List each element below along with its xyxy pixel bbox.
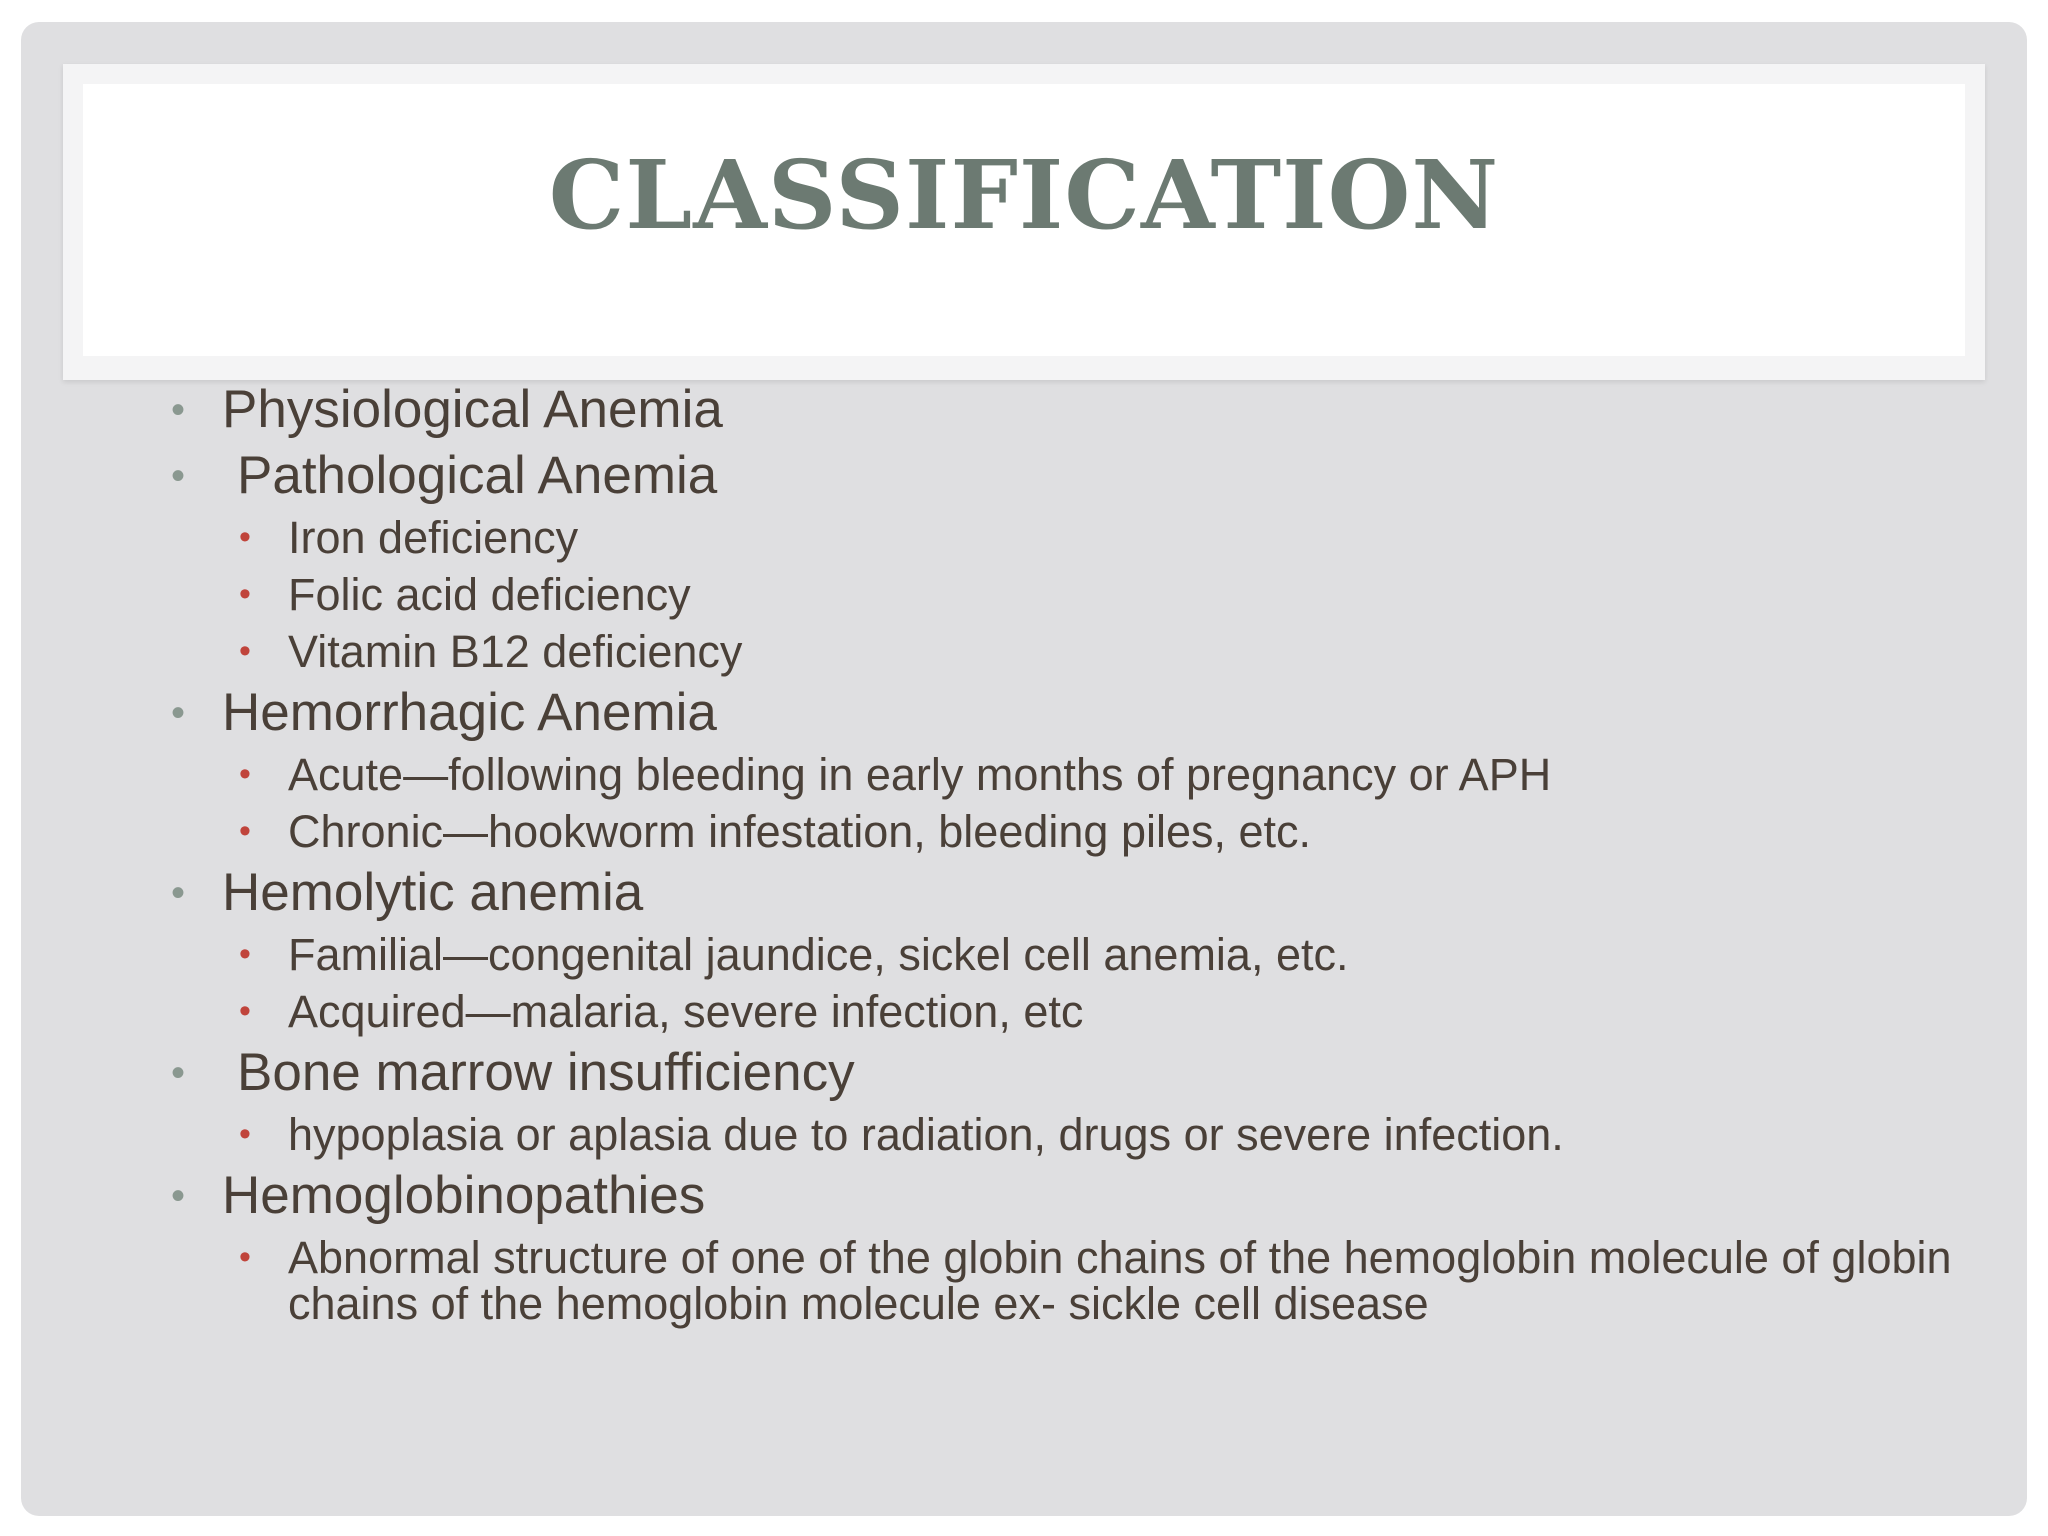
bullet-list xyxy=(147,377,1987,1332)
slide-title: CLASSIFICATION xyxy=(548,139,1500,251)
bullet-icon: • xyxy=(239,812,251,850)
slide xyxy=(21,22,2027,1516)
sub-list-item xyxy=(147,566,1987,623)
list-item-label: Bone marrow insufficiency xyxy=(237,1043,855,1102)
bullet-icon: • xyxy=(171,871,186,915)
list-item xyxy=(147,680,1987,746)
sub-list-item xyxy=(147,1229,2027,1332)
bullet-icon: • xyxy=(239,755,251,793)
bullet-icon: • xyxy=(239,1238,251,1276)
sub-list-item xyxy=(147,1106,1987,1163)
sub-list-item-label: Folic acid deficiency xyxy=(288,569,691,620)
sub-list-item-label: Vitamin B12 deficiency xyxy=(288,626,743,677)
sub-list-item-label: Abnormal structure of one of the globin chains of the hemoglobin molecule of globin chains of the hemoglobin molecule ex- sickle cell disease xyxy=(288,1232,1952,1329)
bullet-icon: • xyxy=(239,935,251,973)
bullet-icon: • xyxy=(239,992,251,1030)
sub-list-item-label: Acute—following bleeding in early months of pregnancy or APH xyxy=(288,749,1552,800)
list-item-label: Physiological Anemia xyxy=(222,380,723,439)
list-item-label: Pathological Anemia xyxy=(237,446,718,505)
sub-list-item xyxy=(147,746,1987,803)
bullet-icon: • xyxy=(239,518,251,556)
list-item xyxy=(147,1040,1987,1106)
sub-list-item-label: Chronic—hookworm infestation, bleeding piles, etc. xyxy=(288,806,1312,857)
list-item xyxy=(147,377,1987,443)
title-box xyxy=(83,84,1965,356)
bullet-icon: • xyxy=(171,691,186,735)
list-item-label: Hemoglobinopathies xyxy=(222,1166,706,1225)
sub-list-item xyxy=(147,623,1987,680)
bullet-icon: • xyxy=(171,1174,186,1218)
sub-list-item-label: Acquired—malaria, severe infection, etc xyxy=(288,986,1084,1037)
bullet-icon: • xyxy=(171,454,186,498)
title-frame xyxy=(63,64,1985,380)
sub-list-item-label: hypoplasia or aplasia due to radiation, drugs or severe infection. xyxy=(288,1109,1564,1160)
sub-list-item xyxy=(147,803,1987,860)
sub-list-item xyxy=(147,926,1987,983)
bullet-icon: • xyxy=(239,575,251,613)
list-item xyxy=(147,443,1987,509)
list-item-label: Hemorrhagic Anemia xyxy=(222,683,717,742)
bullet-icon: • xyxy=(239,632,251,670)
sub-list-item-label: Familial—congenital jaundice, sickel cell anemia, etc. xyxy=(288,929,1349,980)
bullet-icon: • xyxy=(239,1115,251,1153)
bullet-icon: • xyxy=(171,1051,186,1095)
list-item xyxy=(147,1163,1987,1229)
sub-list-item xyxy=(147,983,1987,1040)
sub-list-item xyxy=(147,509,1987,566)
list-item xyxy=(147,860,1987,926)
list-item-label: Hemolytic anemia xyxy=(222,863,644,922)
sub-list-item-label: Iron deficiency xyxy=(288,512,579,563)
bullet-icon: • xyxy=(171,388,186,432)
